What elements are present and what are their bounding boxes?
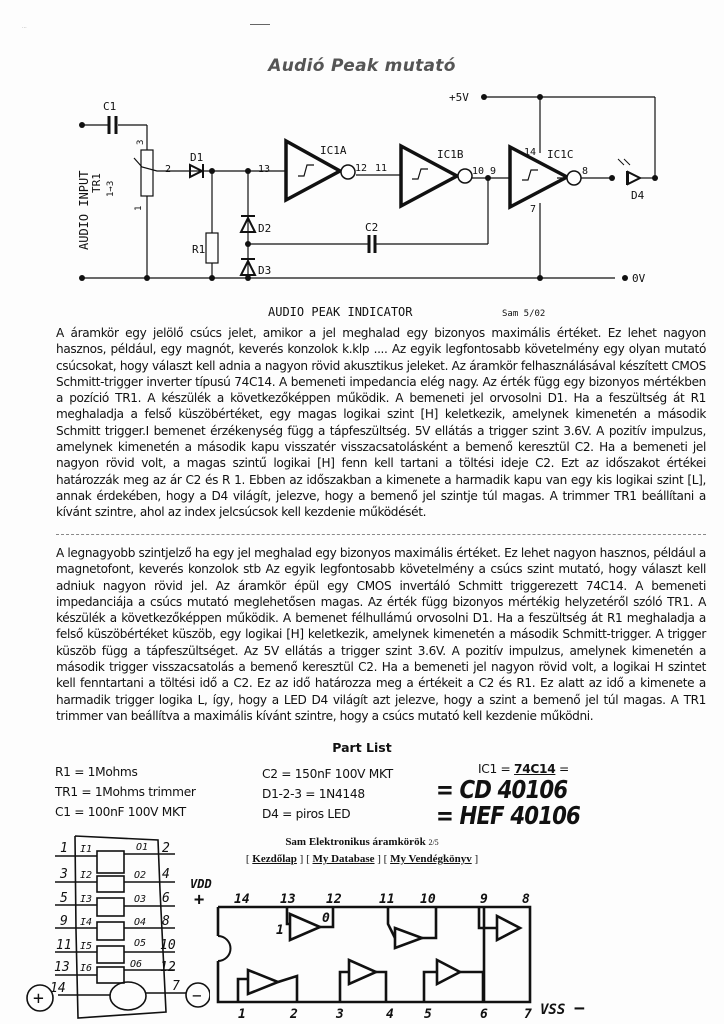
sketch-pin-4: 4 — [162, 867, 170, 882]
sketch-in-1: I1 — [80, 844, 93, 855]
pin-7: 7 — [530, 204, 537, 215]
sketch-pin-7: 7 — [172, 979, 180, 994]
vdd-label: VDD — [190, 877, 212, 891]
d2-label: D2 — [258, 222, 272, 235]
bottom-pin-2: 2 — [290, 1007, 298, 1022]
part-d4: D4 = piros LED — [262, 807, 351, 821]
handwritten-hef40106: = HEF 40106 — [436, 801, 581, 830]
bottom-pin-6: 6 — [480, 1007, 488, 1022]
tr1-pins: 1→3 — [106, 180, 116, 197]
pinout-sketch-left — [0, 830, 210, 1024]
part-list-title: Part List — [332, 740, 392, 755]
corner-mark: ... — [22, 24, 27, 30]
bottom-pin-5: 5 — [424, 1007, 432, 1022]
circuit-schematic — [0, 85, 724, 320]
pin-2: 2 — [165, 164, 172, 175]
description-paragraph-1: A áramkör egy jelölő csúcs jelet, amikor a jel meghalad egy bizonyos maximális értéket. Ez lehet nagyon hasznos, például, egy magnót, keverés konzolok k.klp .... Az egyik legfontosabb követelmény egy olyan mutató csúcsokat, hogy választ kell adnia a nagyon rövid akusztikus jeleket. Az áramkör felhasználásával készített CMOS Schmitt-trigger inverter típusú 74C14. A bemeneti impedancia elég nagy. Az érték függ egy bizonyos mértékben a pozíció TR1. A készülék a következőképpen működik. A bemeneti jel orvosolni D1. Ha a feszültség át R1 meghaladja a felső küszöbértéket, egy magas logikai szint [H] keletkezik, amelynek kimenetén a második Schmitt trigger.I bemenet érzékenység függ a tápfeszültség. 5V ellátás a trigger szint 3.6V. A pozitív impulzus, amelynek kimenetén a második kapu visszatér visszacsatolásként a bemenő keresztül C2. Ha a bemeneti jel nagyon rövid volt, a magas szintű logikai [H] fenn kell tartani a töltési ideje C2. Ezt az időszakot értékei határozzák meg az ár C2 és R 1. Ebben az időszakban a kimenete a harmadik kapu van egy kis logikai szint [L], annak érdekében, hogy a D4 világít, jelezve, hogy a bemenő jel szintje túl magas. A trimmer TR1 beállítani a kívánt szintre, ahol az index jelcsúcsok kell kezdenie működését. — [56, 326, 706, 520]
author-date: Sam 5/02 — [502, 309, 546, 319]
site-name: Sam Elektronikus áramkörök — [285, 836, 426, 848]
gate-output-mark: 0 — [322, 911, 330, 926]
sketch-pin-6: 6 — [162, 891, 170, 906]
footer-nav: [ Kezdőlap ] [ My Database ] [ My Vendégkönyv ] — [245, 853, 479, 865]
ic1b-label: IC1B — [437, 148, 464, 161]
pin-9: 9 — [490, 166, 497, 177]
sketch-in-6: I6 — [80, 963, 93, 974]
bottom-pin-7: 7 — [524, 1007, 532, 1022]
d4-label: D4 — [631, 189, 645, 202]
pin-13: 13 — [258, 164, 271, 175]
pin-3: 3 — [136, 139, 146, 145]
plus-icon: + — [33, 988, 44, 1009]
pin-1: 1 — [134, 205, 144, 211]
sketch-out-1: O1 — [136, 842, 149, 853]
vss-label: VSS — [540, 1002, 566, 1018]
minus-icon: − — [192, 986, 202, 1005]
pin-12: 12 — [355, 163, 368, 174]
vss-minus-icon: − — [574, 998, 585, 1019]
pin-8: 8 — [582, 166, 589, 177]
sketch-pin-3: 3 — [60, 867, 68, 882]
link-my-database[interactable]: My Database — [312, 853, 375, 865]
part-ic1 — [478, 762, 569, 776]
top-pin-10: 10 — [420, 892, 436, 907]
sketch-pin-13: 13 — [54, 960, 70, 975]
supply-label: +5V — [449, 91, 469, 104]
part-c2: C2 = 150nF 100V MKT — [262, 767, 393, 781]
part-diodes: D1-2-3 = 1N4148 — [262, 787, 365, 801]
r1-label: R1 — [192, 243, 206, 256]
sketch-out-2: O2 — [134, 870, 147, 881]
ic1-label: IC1 = — [478, 762, 515, 776]
part-tr1: TR1 = 1Mohms trimmer — [55, 785, 196, 799]
sketch-in-3: I3 — [80, 894, 93, 905]
sketch-pin-12: 12 — [160, 960, 176, 975]
schematic-caption: AUDIO PEAK INDICATOR — [268, 305, 413, 319]
tr1-label: TR1 — [90, 173, 103, 193]
page-number: 2/5 — [428, 838, 439, 847]
c1-label: C1 — [103, 100, 117, 113]
top-pin-8: 8 — [522, 892, 530, 907]
sketch-out-4: O4 — [134, 917, 147, 928]
top-rule — [250, 24, 270, 25]
top-pin-14: 14 — [234, 892, 250, 907]
top-pin-13: 13 — [280, 892, 296, 907]
sketch-pin-1: 1 — [60, 841, 68, 856]
d3-label: D3 — [258, 264, 272, 277]
part-r1: R1 = 1Mohms — [55, 765, 138, 779]
d4-led — [628, 172, 640, 184]
pin-11: 11 — [375, 163, 388, 174]
sketch-pin-14: 14 — [50, 981, 66, 996]
sketch-in-4: I4 — [80, 917, 93, 928]
sketch-in-5: I5 — [80, 941, 93, 952]
d1-label: D1 — [190, 151, 204, 164]
pinout-sketch-right — [190, 874, 710, 1024]
part-c1: C1 = 100nF 100V MKT — [55, 805, 186, 819]
ic1c-label: IC1C — [547, 148, 574, 161]
ic1-suffix: = — [555, 762, 569, 776]
vdd-plus-icon: + — [194, 890, 205, 910]
sketch-out-6: O6 — [130, 959, 143, 970]
sketch-in-2: I2 — [80, 870, 93, 881]
bottom-pin-1: 1 — [238, 1007, 246, 1022]
top-pin-9: 9 — [480, 892, 488, 907]
link-my-vendegkonyv[interactable]: My Vendégkönyv — [390, 853, 472, 865]
c2-label: C2 — [365, 221, 379, 234]
top-pin-11: 11 — [379, 892, 395, 907]
sketch-pin-11: 11 — [56, 938, 72, 953]
handwritten-cd40106: = CD 40106 — [436, 775, 568, 804]
audio-input-label: AUDIO INPUT — [77, 170, 91, 250]
ic1-value: 74C14 — [514, 762, 556, 776]
sketch-pin-8: 8 — [162, 914, 170, 929]
page-title: Audió Peak mutató — [268, 56, 456, 76]
top-pin-12: 12 — [326, 892, 342, 907]
description-paragraph-2: A legnagyobb szintjelző ha egy jel meghalad egy bizonyos maximális értéket. Ez lehet nagyon hasznos, például a magnetofont, keverés konzolok stb Az egyik legfontosabb követelmény a csúcs szint mutató, hogy választ kell adniuk nagyon rövid jel. Az áramkör épül egy CMOS invertáló Schmitt triggerezett 74C14. A bemeneti impedanciája a csúcs mutató meglehetősen magas. Az érték függ bizonyos mértékig helyzetéről szóló TR1. A készülék a következőképpen működik. A bemenet félhullámú orvosolni D1. Ha a feszültség át R1 meghaladja a felső küszöbértéket küszöb, egy logikai [H] keletkezik, amelynek kimenetén a második Schmitt-trigger. A trigger küszöb függ a tápfeszültséget. Az 5V ellátás a trigger szint 3.6V. A pozitív impulzus, amelynek kimenetén a második trigger visszacsatolás a bemenő keresztül C2. Ha a bemeneti jel nagyon rövid volt, a logikai H szintet kell fenntartani a töltési idő a C2. Ez az idő határozza meg a értékeit a C2 és R1. Ez alatt az idő a kimenete a harmadik trigger logika L, így, hogy a LED D4 világít azt jelezve, hogy a szint a bemenő jel túl magas. A TR1 trimmer van beállítva a maximális kívánt szintre, hogy a csúcs mutató kell kezdenie működni. — [56, 546, 706, 723]
ic1a-label: IC1A — [320, 144, 347, 157]
ground-label: 0V — [632, 272, 646, 285]
bottom-pin-4: 4 — [386, 1007, 394, 1022]
sketch-out-5: O5 — [134, 938, 147, 949]
link-kezdolap[interactable]: Kezdőlap — [252, 853, 297, 865]
sketch-pin-2: 2 — [162, 841, 170, 856]
sketch-out-3: O3 — [134, 894, 147, 905]
tr1-body — [141, 150, 153, 196]
sketch-pin-10: 10 — [160, 938, 176, 953]
pin-14: 14 — [524, 147, 537, 158]
sketch-pin-9: 9 — [60, 914, 68, 929]
separator — [56, 534, 706, 535]
gate-input-mark: 1 — [276, 923, 284, 938]
bottom-pin-3: 3 — [336, 1007, 344, 1022]
sketch-pin-5: 5 — [60, 891, 68, 906]
pin-10: 10 — [472, 166, 485, 177]
